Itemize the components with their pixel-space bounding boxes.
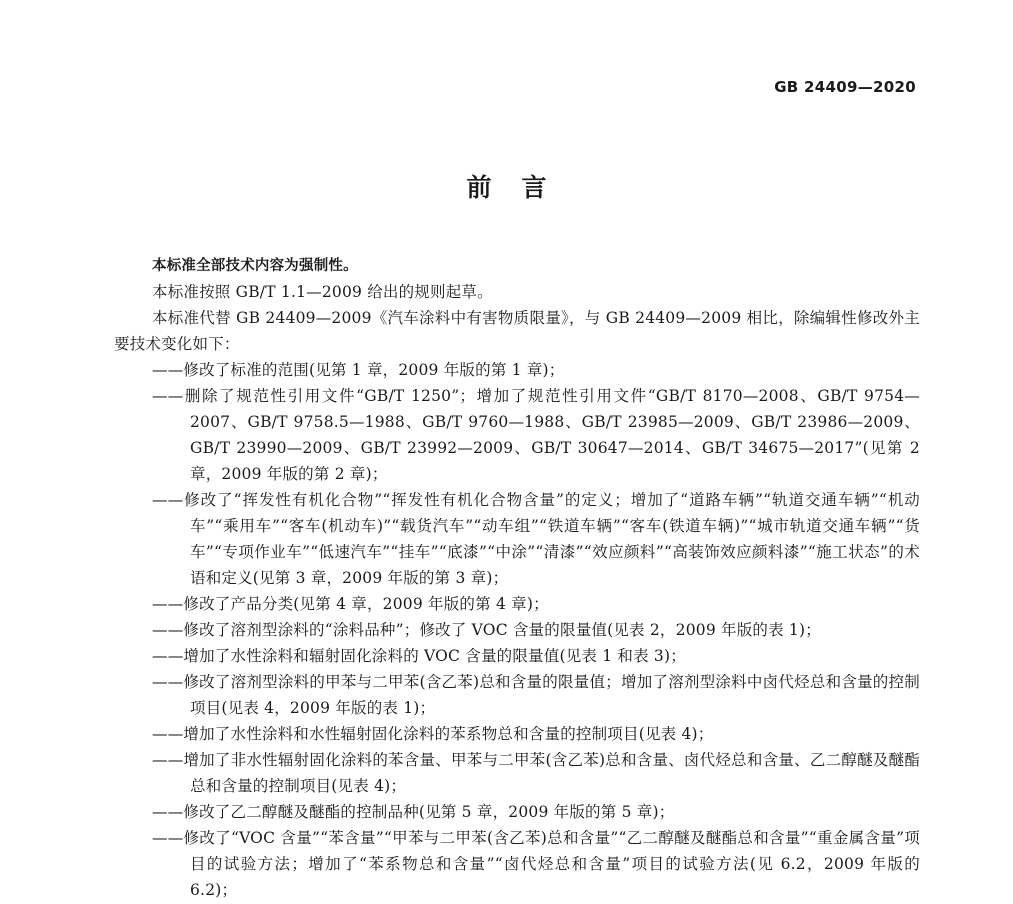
change-item: ——修改了产品分类(见第 4 章，2009 年版的第 4 章)； (152, 595, 549, 613)
change-item: ——修改了溶剂型涂料的“涂料品种”；修改了 VOC 含量的限量值(见表 2，2009 年版的表 1)； (152, 621, 821, 639)
change-item: ——增加了非水性辐射固化涂料的苯含量、甲苯与二甲苯(含乙苯)总和含量、卤代烃总和含量、乙二醇醚及醚酯总和含量的控制项目(见表 4)； (152, 751, 920, 795)
change-item: ——增加了水性涂料和辐射固化涂料的 VOC 含量的限量值(见表 1 和表 3)； (152, 647, 686, 665)
document-code: GB 24409—2020 (774, 78, 916, 96)
change-item: ——修改了“挥发性有机化合物”“挥发性有机化合物含量”的定义；增加了“道路车辆”“轨道交通车辆”“机动车”“乘用车”“客车(机动车)”“载货汽车”“动车组”“铁道车辆”“客车(铁道车辆)”“城市轨道交通车辆”“货车”“专项作业车”“低速汽车”“挂车”“底漆”“中涂”“清漆”“效应颜料”“高装饰效应颜料漆”“施工状态”的术语和定义(见第 3 章，2009 年版的第 3 章)； (152, 491, 920, 587)
document-body (114, 253, 920, 903)
drafting-rule-paragraph: 本标准按照 GB/T 1.1—2009 给出的规则起草。 (152, 283, 493, 301)
change-item: ——修改了乙二醇醚及醚酯的控制品种(见第 5 章，2009 年版的第 5 章)； (152, 803, 675, 821)
change-item: ——删除了规范性引用文件“GB/T 1250”；增加了规范性引用文件“GB/T 8170—2008、GB/T 9754—2007、GB/T 9758.5—1988、GB/T 9760—1988、GB/T 23985—2009、GB/T 23986—2009、GB/T 23990—2009、GB/T 23992—2009、GB/T 30647—2014、GB/T 34675—2017”(见第 2 章，2009 年版的第 2 章)； (152, 387, 920, 483)
change-item: ——修改了溶剂型涂料的甲苯与二甲苯(含乙苯)总和含量的限量值；增加了溶剂型涂料中卤代烃总和含量的控制项目(见表 4，2009 年版的表 1)； (152, 673, 920, 717)
mandatory-statement: 本标准全部技术内容为强制性。 (152, 258, 358, 274)
change-item: ——增加了水性涂料和水性辐射固化涂料的苯系物总和含量的控制项目(见表 4)； (152, 725, 714, 743)
replacement-paragraph: 本标准代替 GB 24409—2009《汽车涂料中有害物质限量》，与 GB 24409—2009 相比，除编辑性修改外主要技术变化如下： (114, 309, 920, 353)
change-item: ——修改了标准的范围(见第 1 章，2009 年版的第 1 章)； (152, 361, 565, 379)
page-title: 前言 (466, 173, 577, 202)
change-item: ——修改了“VOC 含量”“苯含量”“甲苯与二甲苯(含乙苯)总和含量”“乙二醇醚及醚酯总和含量”“重金属含量”项目的试验方法；增加了“苯系物总和含量”“卤代烃总和含量”项目的试验方法(见 6.2，2009 年版的 6.2)； (152, 829, 920, 899)
